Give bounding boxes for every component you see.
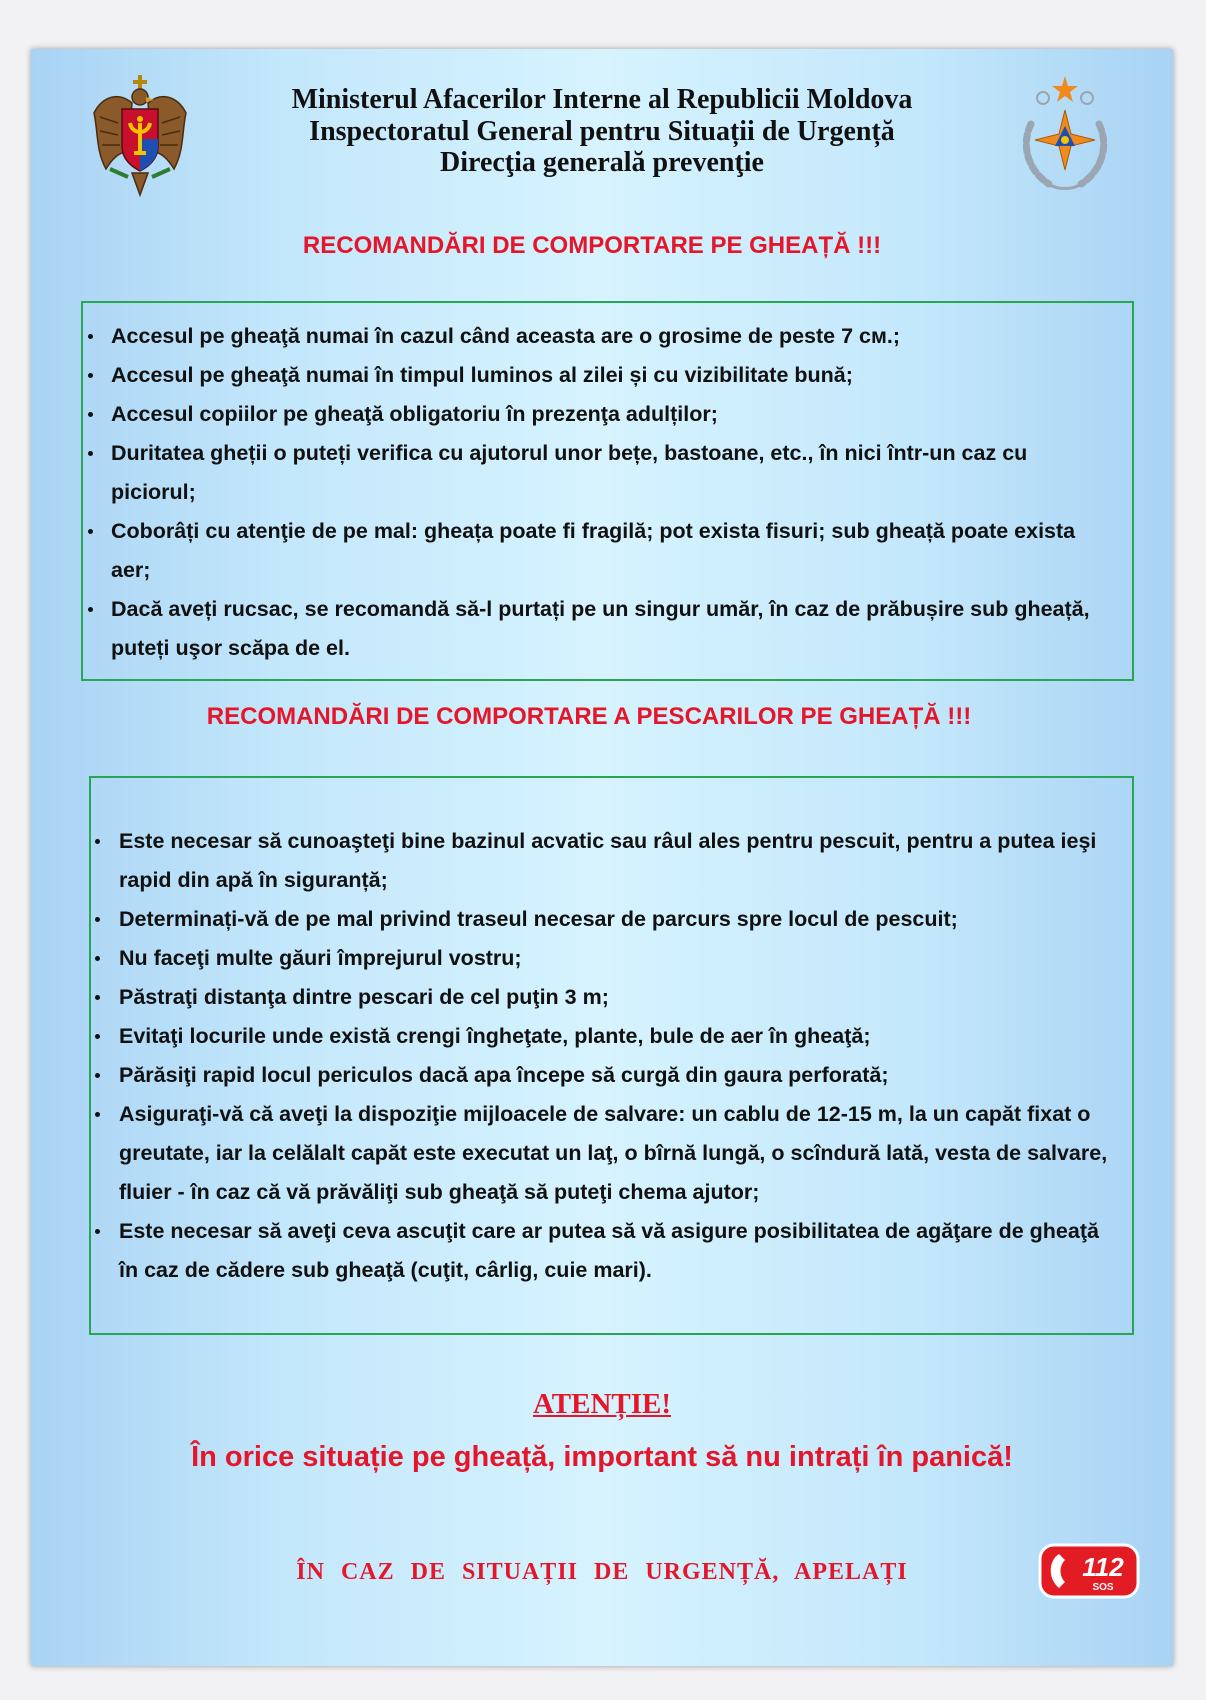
list-item: Este necesar să cunoaşteţi bine bazinul acvatic sau râul ales pentru pescuit, pentru a putea ieşi rapid din apă în siguranță; xyxy=(119,822,1120,900)
warning-title: ATENȚIE! xyxy=(532,1388,672,1420)
list-item: Asiguraţi-vă că aveţi la dispoziţie mijloacele de salvare: un cablu de 12-15 m, la un capăt fixat o greutate, iar la celălalt capăt este executat un laţ, o bîrnă lungă, o scîndură lată, vesta de salvare, fluier - în caz că vă prăvăliţi sub gheaţă să puteţi chema ajutor; xyxy=(119,1095,1120,1212)
list-item: Coborâți cu atenţie de pe mal: gheața poate fi fragilă; pot exista fisuri; sub gheață poate exista aer; xyxy=(111,512,1112,590)
list-item: Accesul pe gheaţă numai în timpul luminos al zilei și cu vizibilitate bună; xyxy=(111,356,1112,395)
list-item: Accesul copiilor pe gheaţă obligatoriu în prezenţa adulților; xyxy=(111,395,1112,434)
section-title-fishermen: RECOMANDĂRI DE COMPORTARE A PESCARILOR PE GHEAȚĂ !!! xyxy=(206,703,972,730)
header-inspectorate: Inspectoratul General pentru Situații de Urgență xyxy=(309,115,895,147)
badge-number: 112 xyxy=(1082,1552,1124,1582)
list-item: Evitaţi locurile unde există crengi îngheţate, plante, bule de aer în gheaţă; xyxy=(119,1017,1120,1056)
header-ministry: Ministerul Afacerilor Interne al Republicii Moldova xyxy=(291,84,913,115)
recommendations-list-general xyxy=(111,317,1112,668)
page-header xyxy=(31,84,1173,179)
list-item: Păstraţi distanţa dintre pescari de cel puţin 3 m; xyxy=(119,978,1120,1017)
notice-page xyxy=(31,49,1173,1666)
badge-sub: SOS xyxy=(1092,1582,1114,1593)
recommendations-list-fishermen xyxy=(119,822,1120,1290)
list-item: Nu faceţi multe găuri împrejurul vostru; xyxy=(119,939,1120,978)
recommendations-box-fishermen xyxy=(89,776,1134,1335)
list-item: Dacă aveți rucsac, se recomandă să-l purtați pe un singur umăr, în caz de prăbușire sub gheață, puteți uşor scăpa de el. xyxy=(111,590,1112,668)
igsu-emblem-icon xyxy=(1005,74,1125,200)
list-item: Părăsiţi rapid locul periculos dacă apa începe să curgă din gaura perforată; xyxy=(119,1056,1120,1095)
warning-text: În orice situație pe gheață, important să nu intrați în panică! xyxy=(191,1441,1013,1473)
emergency-call-text: ÎN CAZ DE SITUAȚII DE URGENȚĂ, APELAȚI xyxy=(296,1559,908,1585)
112-sos-phone-icon xyxy=(1037,1542,1141,1600)
recommendations-box-general xyxy=(81,301,1134,681)
list-item: Accesul pe gheaţă numai în cazul când aceasta are o grosime de peste 7 см.; xyxy=(111,317,1112,356)
list-item: Este necesar să aveţi ceva ascuţit care ar putea să vă asigure posibilitatea de agăţare de gheaţă în caz de cădere sub gheaţă (cuţit, cârlig, cuie mari). xyxy=(119,1212,1120,1290)
section-title-ice-behavior: RECOMANDĂRI DE COMPORTARE PE GHEAȚĂ !!! xyxy=(302,232,882,259)
header-directorate: Direcţia generală prevenţie xyxy=(440,147,764,178)
list-item: Determinați-vă de pe mal privind traseul necesar de parcurs spre locul de pescuit; xyxy=(119,900,1120,939)
list-item: Duritatea gheții o puteți verifica cu ajutorul unor bețe, bastoane, etc., în nici într-un caz cu piciorul; xyxy=(111,434,1112,512)
